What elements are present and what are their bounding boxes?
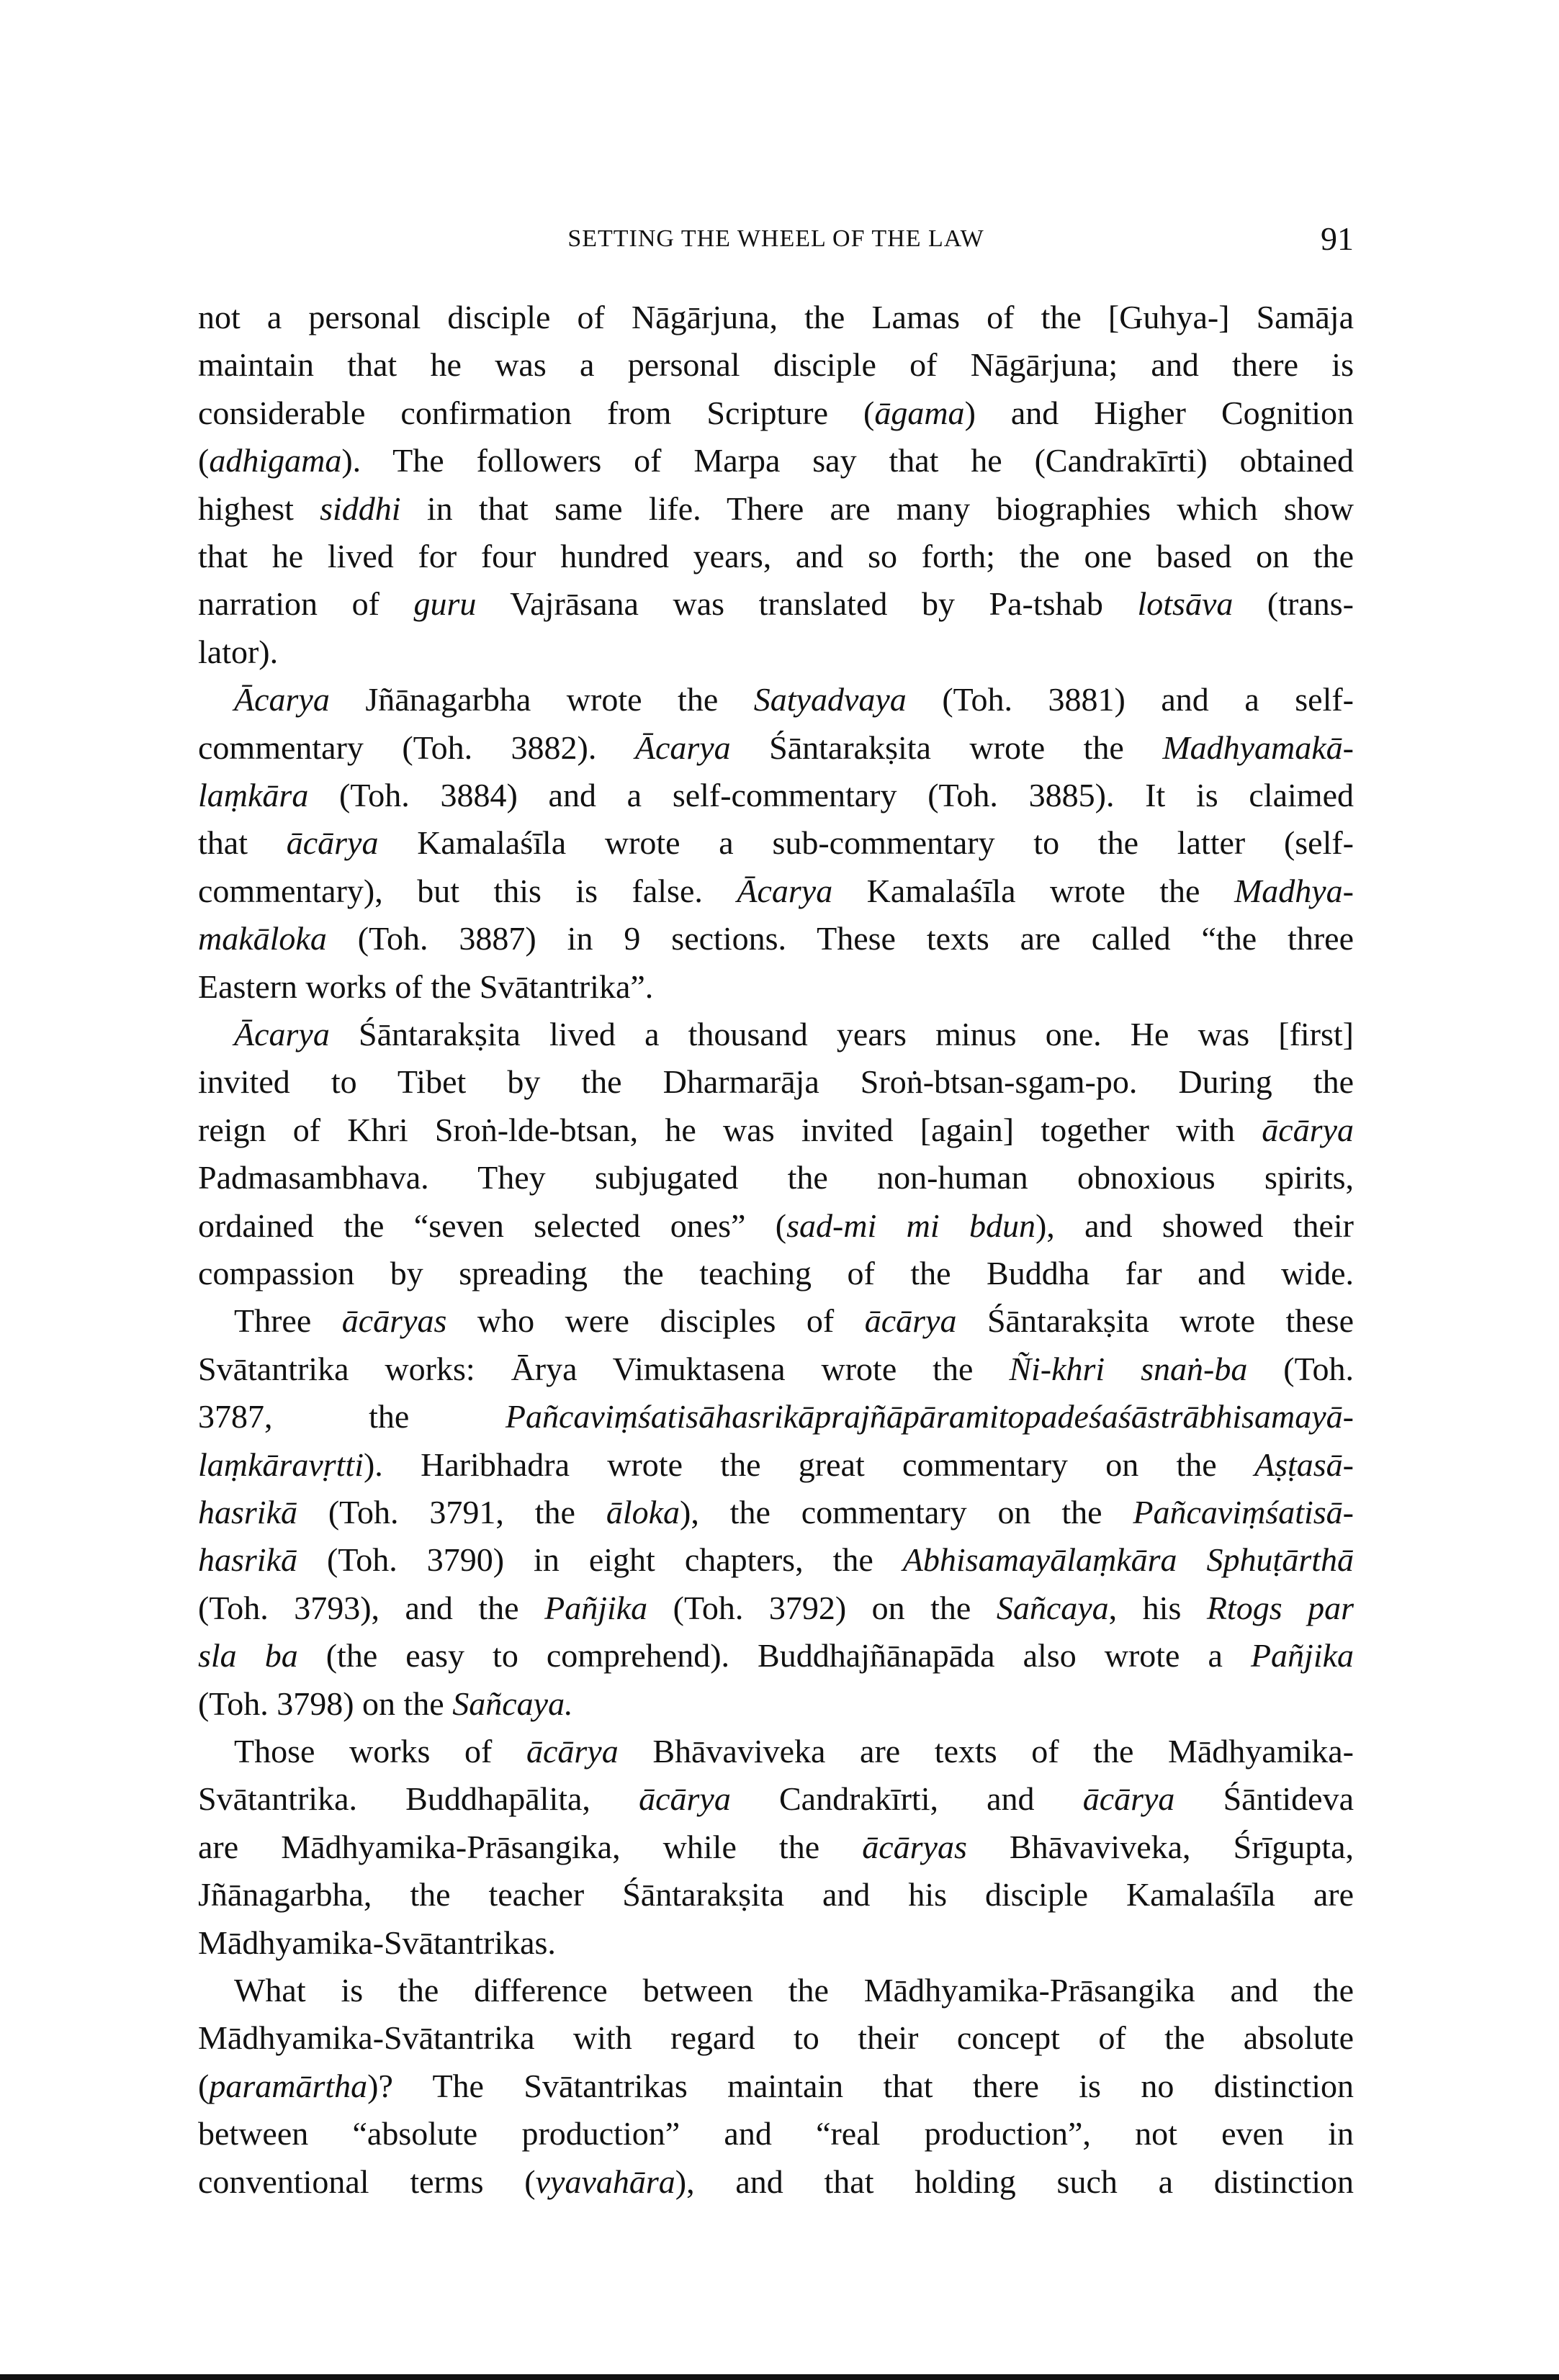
text-span: Padmasambhava. They subjugated the non-human obnoxious spirits,	[198, 1159, 1354, 1196]
text-line	[198, 1680, 1354, 1728]
text-span: Kamalaśīla wrote the	[832, 872, 1234, 909]
text-span: Śāntarakṣita wrote these	[956, 1302, 1354, 1340]
italic-term: Rtogs par	[1206, 1589, 1354, 1626]
text-span: Bhāvaviveka are texts of the Mādhyamika-	[618, 1733, 1354, 1770]
text-span: maintain that he was a personal disciple of Nāgārjuna; and there is	[198, 346, 1354, 384]
text-line	[234, 1011, 1354, 1058]
italic-term: siddhi	[320, 490, 401, 527]
text-line	[198, 963, 1354, 1011]
page-header	[198, 220, 1354, 263]
text-line	[198, 628, 1354, 676]
text-span: (Toh. 3884) and a self-commentary (Toh. 3885). It is claimed	[308, 777, 1354, 813]
text-span: (Toh.	[1247, 1350, 1354, 1387]
text-line	[198, 915, 1354, 963]
text-span: )? The Svātantrikas maintain that there is no distinction	[367, 2067, 1354, 2104]
text-span: ), and showed their	[1035, 1207, 1354, 1244]
text-span: ). The followers of Marpa say that he (Candrakīrti) obtained	[341, 442, 1354, 479]
text-line	[234, 676, 1354, 724]
text-span: lator).	[198, 633, 279, 670]
text-line	[198, 1202, 1354, 1250]
text-line	[198, 389, 1354, 437]
italic-term: Sañcaya.	[452, 1685, 573, 1722]
text-span: considerable confirmation from Scripture (	[198, 394, 875, 431]
text-span: Mādhyamika-Svātantrika with regard to their concept of the absolute	[198, 2019, 1354, 2057]
text-line	[198, 2110, 1354, 2158]
text-span: Candrakīrti, and	[730, 1780, 1083, 1818]
italic-term: sla ba	[198, 1637, 298, 1674]
text-span: ). Haribhadra wrote the great commentary on the	[363, 1446, 1254, 1483]
text-span: Śāntarakṣita lived a thousand years minus one. He was [first]	[329, 1016, 1354, 1052]
text-span: (Toh. 3791, the	[297, 1494, 606, 1531]
italic-term: Satyadvaya	[753, 681, 907, 718]
text-span: (the easy to comprehend). Buddhajñānapāda also wrote a	[297, 1637, 1251, 1674]
text-line	[198, 437, 1354, 484]
text-line	[198, 1393, 1354, 1441]
text-span: (Toh. 3793), and the	[198, 1589, 545, 1626]
italic-term: Sañcaya	[996, 1589, 1109, 1626]
italic-term: ācāryas	[862, 1828, 967, 1865]
text-line	[198, 580, 1354, 628]
text-line	[198, 2063, 1354, 2110]
text-line	[234, 1297, 1354, 1345]
italic-term: ācārya	[864, 1302, 957, 1340]
text-line	[198, 341, 1354, 389]
italic-term: Aṣṭasā-	[1254, 1446, 1354, 1483]
italic-term: Pañjika	[544, 1589, 648, 1626]
text-line	[198, 1919, 1354, 1967]
text-span: (Toh. 3798) on the	[198, 1685, 453, 1722]
text-span: Svātantrika works: Ārya Vimuktasena wrote the	[198, 1350, 1010, 1387]
italic-term: Ācarya	[234, 681, 330, 718]
text-line	[198, 819, 1354, 867]
italic-term: Pañcaviṃśatisā-	[1133, 1494, 1354, 1531]
italic-term: laṃkāra	[198, 777, 309, 813]
text-span: (	[198, 2067, 210, 2104]
text-span: are Mādhyamika-Prāsangika, while the	[198, 1828, 863, 1865]
italic-term: ācārya	[1082, 1780, 1175, 1818]
text-span: Eastern works of the Svātantrika”.	[198, 968, 654, 1005]
text-line	[198, 1536, 1354, 1584]
italic-term: guru	[413, 585, 477, 623]
italic-term: Pañcaviṃśatisāhasrikāprajñāpāramitopadeśaśāstrābhisamayā-	[505, 1398, 1354, 1435]
text-line	[198, 1585, 1354, 1632]
text-span: ), and that holding such a distinction	[675, 2163, 1354, 2200]
italic-term: vyavahāra	[535, 2163, 675, 2200]
text-span: (Toh. 3790) in eight chapters, the	[297, 1541, 903, 1579]
text-span: commentary (Toh. 3882).	[198, 729, 635, 766]
text-line	[198, 2014, 1354, 2062]
text-span: (	[198, 442, 210, 479]
running-title: SETTING THE WHEEL OF THE LAW	[567, 225, 984, 252]
italic-term: Ācarya	[234, 1016, 330, 1052]
text-span: not a personal disciple of Nāgārjuna, the Lamas of the [Guhya-] Samāja	[198, 299, 1354, 335]
text-span: narration of	[198, 585, 414, 623]
page-number: 91	[1321, 220, 1354, 257]
text-span: Svātantrika. Buddhapālita,	[198, 1780, 639, 1818]
italic-term: āgama	[874, 394, 965, 431]
italic-term: ācārya	[1262, 1111, 1354, 1148]
text-line	[198, 1058, 1354, 1106]
text-span: (Toh. 3792) on the	[647, 1589, 997, 1626]
italic-term: ācārya	[639, 1780, 731, 1818]
text-span: (Toh. 3881) and a self-	[906, 681, 1354, 718]
italic-term: paramārtha	[209, 2067, 368, 2104]
text-span: Those works of	[234, 1733, 526, 1770]
text-span: commentary), but this is false.	[198, 872, 737, 909]
text-line	[198, 294, 1354, 341]
text-span: compassion by spreading the teaching of the Buddha far and wide.	[198, 1255, 1354, 1292]
italic-term: Madhya-	[1234, 872, 1354, 909]
text-span: , his	[1108, 1589, 1207, 1626]
italic-term: laṃkāravṛtti	[198, 1446, 364, 1483]
text-span: What is the difference between the Mādhyamika-Prāsangika and the	[234, 1972, 1354, 2009]
italic-term: ācārya	[286, 824, 379, 862]
text-span: Mādhyamika-Svātantrikas.	[198, 1924, 556, 1961]
italic-term: hasrikā	[198, 1494, 297, 1531]
text-span: ) and Higher Cognition	[964, 394, 1354, 431]
text-span: (trans-	[1233, 585, 1354, 623]
italic-term: ācāryas	[341, 1302, 447, 1340]
text-span: highest	[198, 490, 320, 527]
text-span: Śāntarakṣita wrote the	[730, 729, 1163, 766]
text-line	[198, 1441, 1354, 1489]
text-span: ), the commentary on the	[680, 1494, 1133, 1531]
text-span: that he lived for four hundred years, and so forth; the one based on the	[198, 538, 1354, 574]
text-span: Śāntideva	[1174, 1780, 1354, 1818]
text-line	[198, 1824, 1354, 1871]
text-line	[198, 1775, 1354, 1823]
italic-term: Ñi-khri snaṅ-ba	[1009, 1350, 1248, 1387]
italic-term: Ācarya	[634, 729, 731, 766]
text-span: (Toh. 3887) in 9 sections. These texts are called “the three	[326, 920, 1354, 957]
text-line	[198, 1871, 1354, 1919]
italic-term: lotsāva	[1137, 585, 1234, 623]
italic-term: adhigama	[209, 442, 342, 479]
text-line	[198, 867, 1354, 915]
text-line	[198, 1154, 1354, 1202]
text-span: invited to Tibet by the Dharmarāja Sroṅ-btsan-sgam-po. During the	[198, 1063, 1354, 1101]
italic-term: Pañjika	[1250, 1637, 1354, 1674]
text-line	[198, 772, 1354, 819]
text-span: Bhāvaviveka, Śrīgupta,	[966, 1828, 1354, 1865]
text-span: Kamalaśīla wrote a sub-commentary to the latter (self-	[378, 824, 1354, 862]
text-span: ordained the “seven selected ones” (	[198, 1207, 787, 1244]
text-span: in that same life. There are many biographies which show	[400, 490, 1354, 527]
text-span: Three	[234, 1302, 342, 1340]
text-span: conventional terms (	[198, 2163, 536, 2200]
italic-term: Ācarya	[737, 872, 833, 909]
text-span: Jñānagarbha, the teacher Śāntarakṣita and his disciple Kamalaśīla are	[198, 1876, 1354, 1914]
text-span: that	[198, 824, 287, 862]
text-line	[234, 1967, 1354, 2014]
scan-edge	[0, 2374, 1559, 2380]
italic-term: ācārya	[526, 1733, 619, 1770]
italic-term: Madhyamakā-	[1162, 729, 1354, 766]
text-span: Jñānagarbha wrote the	[329, 681, 754, 718]
text-line	[198, 1632, 1354, 1680]
text-line	[198, 724, 1354, 772]
text-line	[198, 1106, 1354, 1154]
text-span: 3787, the	[198, 1398, 506, 1435]
italic-term: hasrikā	[198, 1541, 297, 1579]
text-line	[234, 1728, 1354, 1775]
text-span: reign of Khri Sroṅ-lde-btsan, he was invited [again] together with	[198, 1111, 1262, 1148]
text-line	[198, 1489, 1354, 1536]
italic-term: āloka	[606, 1494, 680, 1531]
italic-term: sad-mi mi bdun	[786, 1207, 1035, 1244]
text-line	[198, 1345, 1354, 1393]
text-span: between “absolute production” and “real production”, not even in	[198, 2115, 1354, 2153]
text-line	[198, 1250, 1354, 1297]
text-span: Vajrāsana was translated by Pa-tshab	[476, 585, 1138, 623]
text-line	[198, 533, 1354, 580]
text-line	[198, 2158, 1354, 2206]
text-line	[198, 485, 1354, 533]
text-span: who were disciples of	[446, 1302, 865, 1340]
italic-term: Abhisamayālaṃkāra Sphuṭārthā	[902, 1541, 1354, 1579]
italic-term: makāloka	[198, 920, 327, 957]
